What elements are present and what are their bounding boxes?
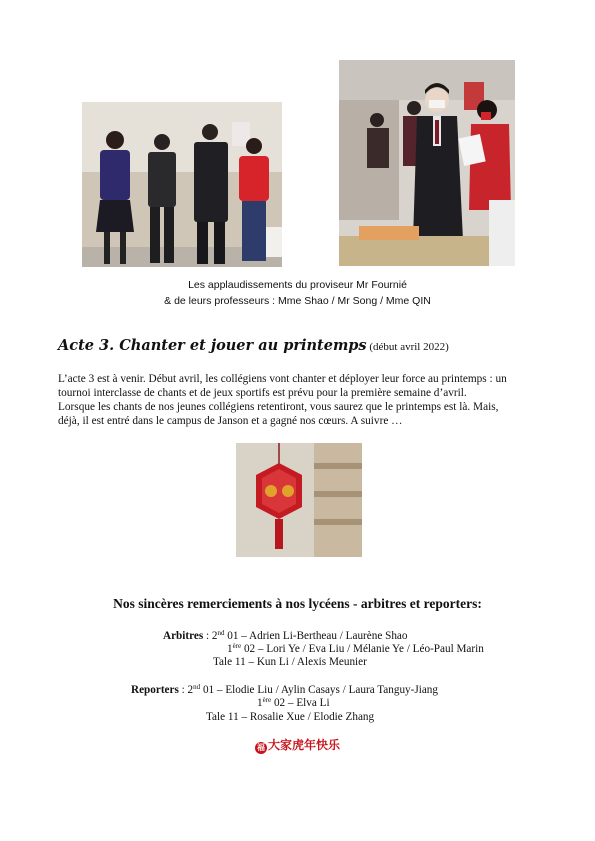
applause-group-image bbox=[82, 102, 282, 267]
principal-photo bbox=[339, 60, 515, 266]
act-paragraph-line: tournoi interclasse de chants et de jeux sportifs est prévu pour la première semaine d’avril. bbox=[58, 387, 467, 399]
arbitres-line-3: Tale 11 – Kun Li / Alexis Meunier bbox=[213, 656, 367, 668]
fu-seal-icon: 福 bbox=[256, 743, 265, 752]
arbitres-line-1: Arbitres : 2nd 01 – Adrien Li-Bertheau / Laurène Shao bbox=[163, 629, 408, 642]
lantern-image bbox=[236, 443, 362, 557]
thanks-heading: Nos sincères remerciements à nos lycéens - arbitres et reporters: bbox=[113, 596, 482, 611]
reporters-label: Reporters bbox=[131, 684, 179, 696]
photo-caption-line1: Les applaudissements du proviseur Mr Fournié bbox=[188, 279, 407, 291]
greeting-text: 大家虎年快乐 bbox=[267, 738, 340, 752]
act-paragraph-line: L’acte 3 est à venir. Début avril, les collégiens vont chanter et déployer leur force au printemps : un bbox=[58, 373, 507, 385]
lantern-photo bbox=[236, 443, 362, 557]
arbitres-label: Arbitres bbox=[163, 630, 204, 642]
reporters-line-1: Reporters : 2nd 01 – Elodie Liu / Aylin Casays / Laura Tanguy-Jiang bbox=[131, 683, 438, 696]
act-paragraph-line: déjà, il est entré dans le campus de Janson et a gagné nos cœurs. A suivre … bbox=[58, 415, 403, 427]
principal-image bbox=[339, 60, 515, 266]
act-paragraph bbox=[58, 372, 542, 428]
reporters-line-3: Tale 11 – Rosalie Xue / Elodie Zhang bbox=[206, 711, 375, 723]
act-paragraph-line: Lorsque les chants de nos jeunes collégiens retentiront, vous saurez que le printemps est là. Mais, bbox=[58, 401, 499, 413]
new-year-greeting bbox=[0, 736, 595, 754]
photo-caption-line2: & de leurs professeurs : Mme Shao / Mr Song / Mme QIN bbox=[164, 295, 431, 307]
arbitres-line-2: 1ère 02 – Lori Ye / Eva Liu / Mélanie Ye / Léo-Paul Marin bbox=[227, 642, 484, 655]
applause-group-photo bbox=[82, 102, 282, 267]
act-title: Acte 3. Chanter et jouer au printemps bbox=[58, 337, 367, 354]
reporters-line-2: 1ère 02 – Elva Li bbox=[257, 696, 330, 709]
act-date: (début avril 2022) bbox=[366, 341, 449, 353]
act-heading bbox=[58, 337, 449, 355]
